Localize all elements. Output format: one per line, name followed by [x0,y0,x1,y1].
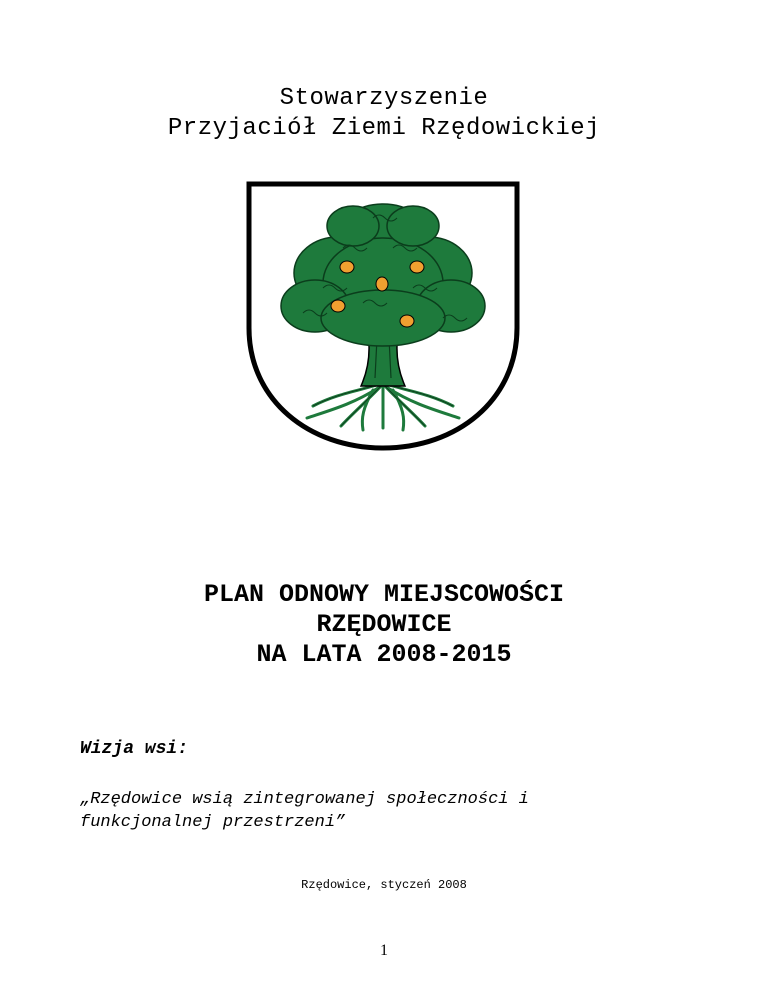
organization-name-line2: Przyjaciół Ziemi Rzędowickiej [167,115,601,142]
plan-title-line2: RZĘDOWICE [316,610,452,639]
plan-title [0,580,768,670]
plan-title-line3: NA LATA 2008-2015 [256,640,512,669]
organization-name [0,84,768,144]
vision-quote-line2: funkcjonalnej przestrzeni” [80,813,346,832]
vision-label: Wizja wsi: [80,739,189,759]
page-number: 1 [380,942,388,959]
plan-title-line1: PLAN ODNOWY MIEJSCOWOŚCI [203,580,565,609]
place-and-date: Rzędowice, styczeń 2008 [301,878,467,892]
organization-name-line1: Stowarzyszenie [279,85,489,112]
vision-quote [80,788,720,834]
vision-quote-line1: „Rzędowice wsią zintegrowanej społeczności i [80,790,529,809]
coat-of-arms-oak-tree-icon [243,178,523,454]
